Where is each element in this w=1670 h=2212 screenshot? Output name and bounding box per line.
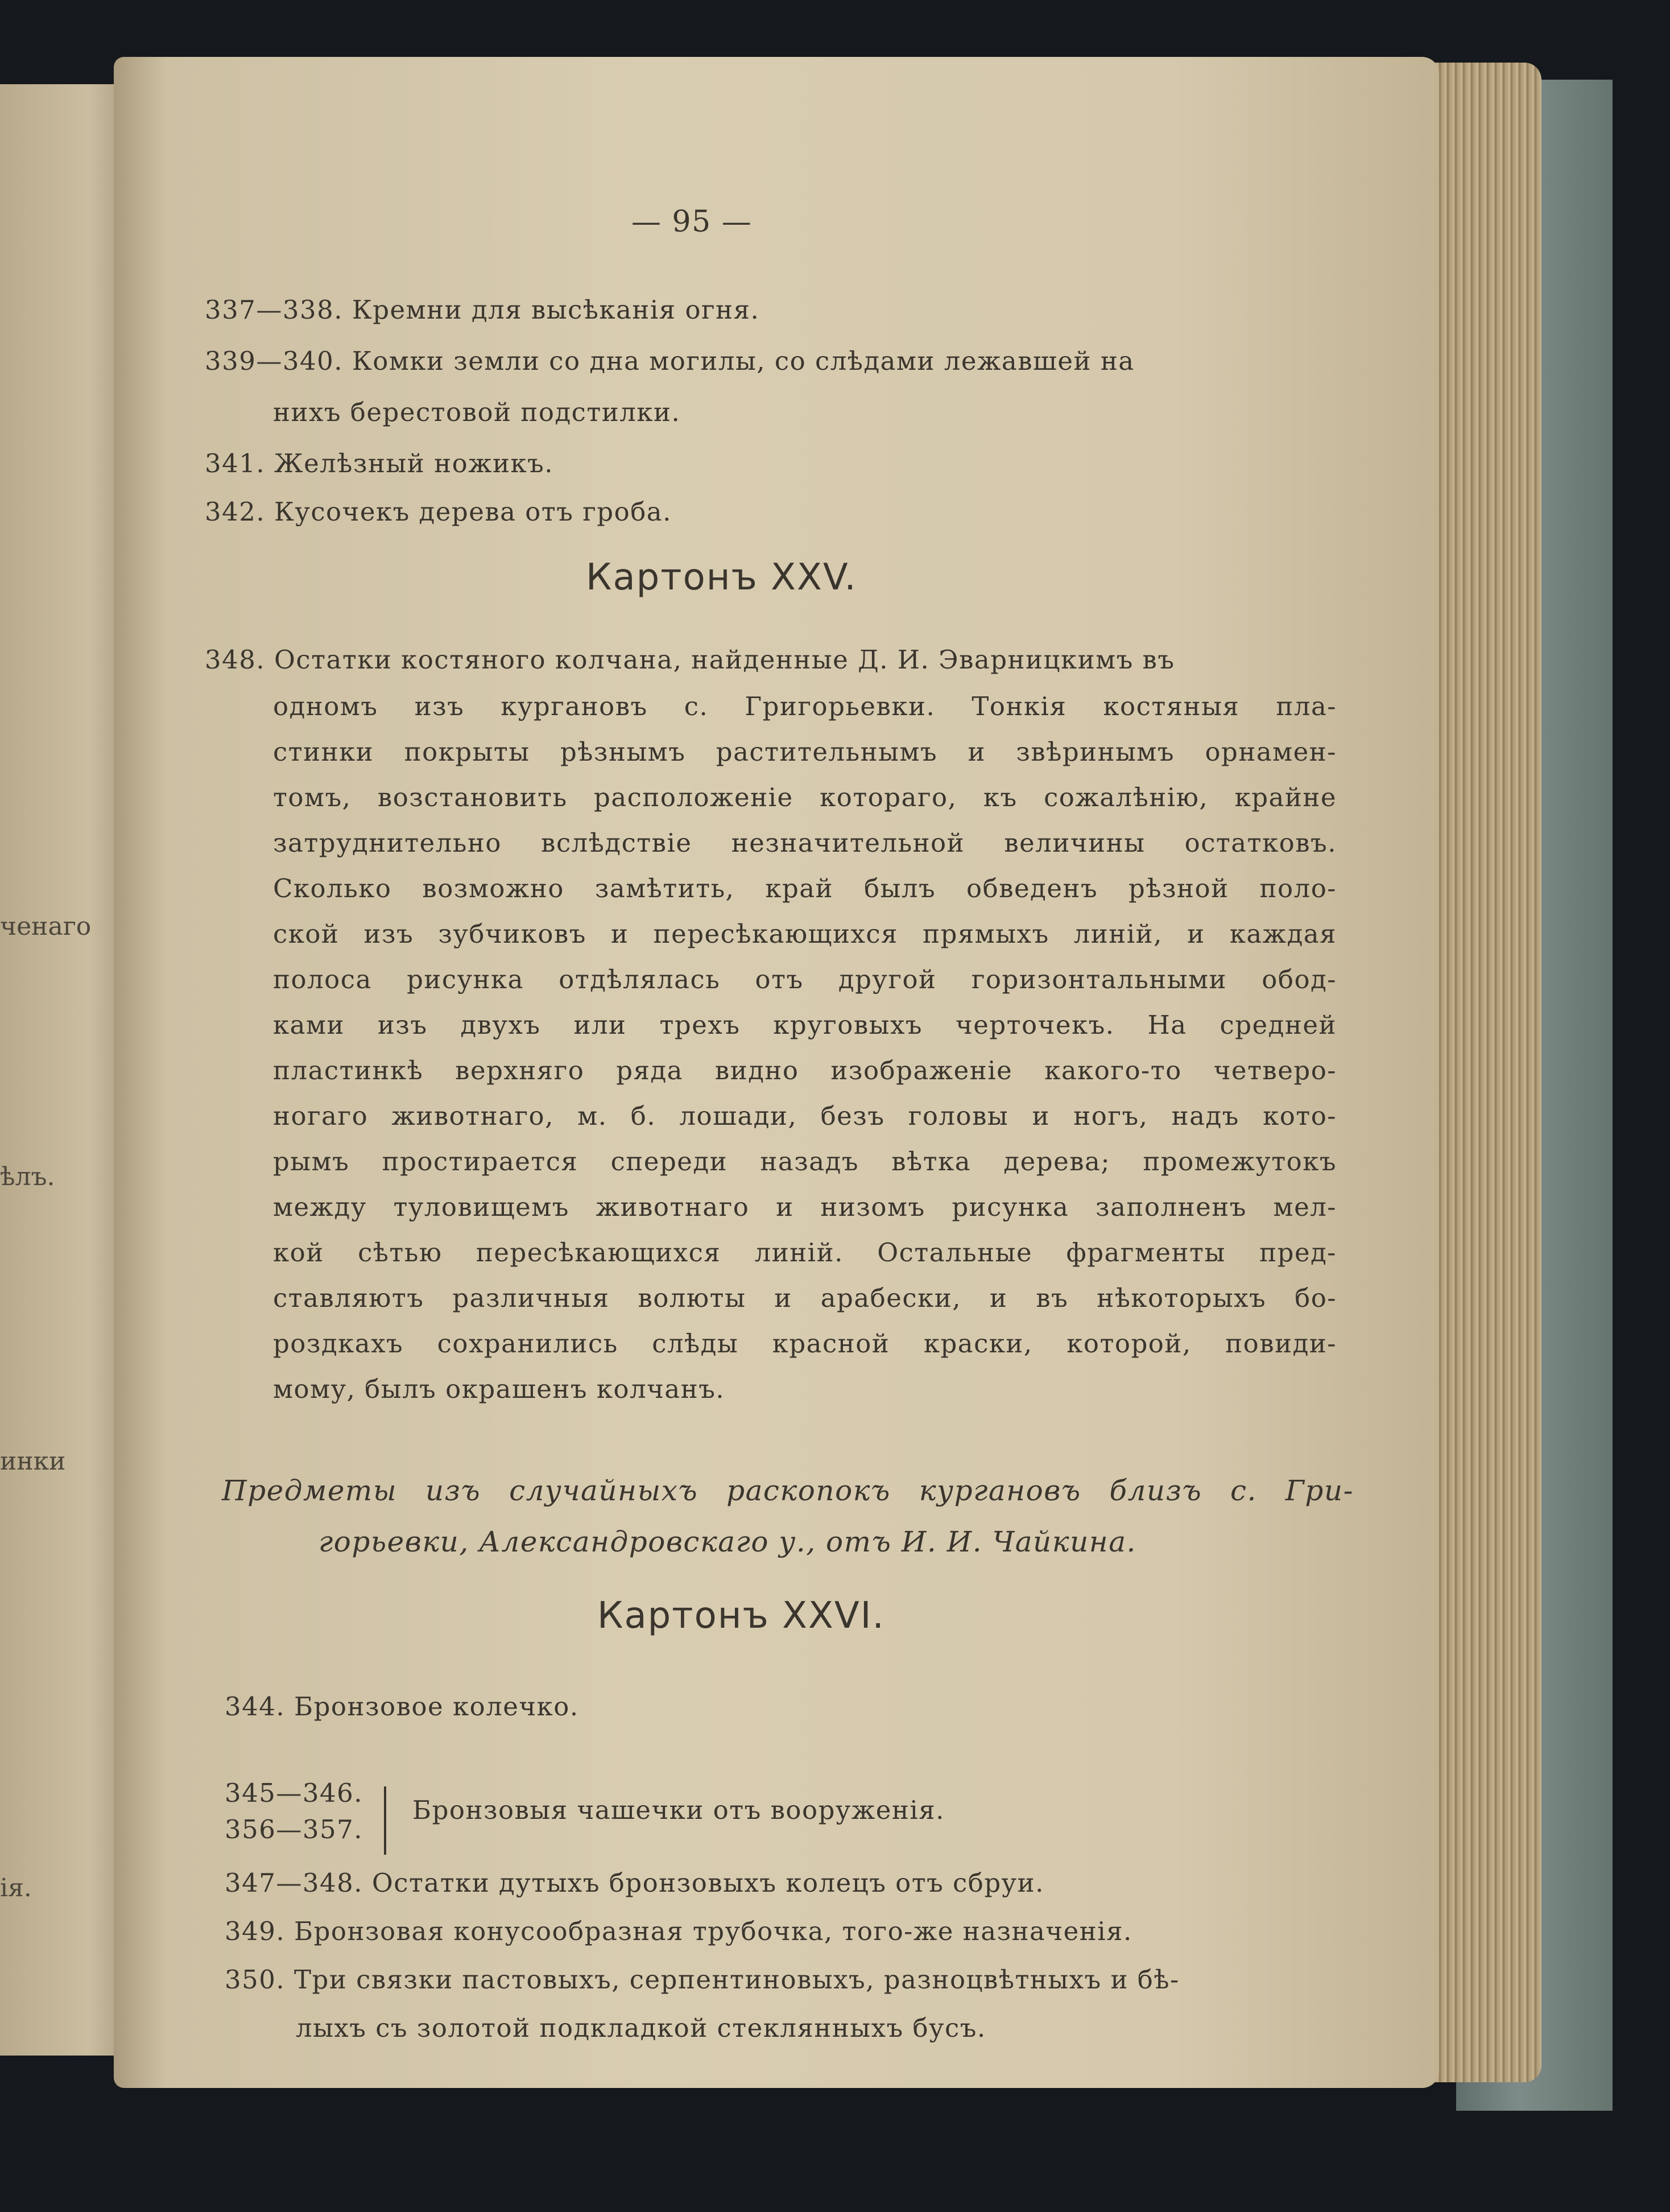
entry-number: 350. bbox=[225, 1965, 286, 1995]
entry-number: 345—346. bbox=[225, 1778, 363, 1808]
entry-337 bbox=[205, 287, 1354, 333]
section-heading-xxv: Картонъ XXV. bbox=[586, 556, 857, 599]
entry-350 bbox=[225, 1957, 1368, 2003]
entry-341 bbox=[205, 441, 1354, 486]
entry-line: ногаго животнаго, м. б. лошади, безъ головы и ногъ, надъ кото- bbox=[273, 1101, 1337, 1131]
entry-342 bbox=[205, 489, 1354, 535]
right-page bbox=[114, 57, 1439, 2088]
page-number: — 95 — bbox=[631, 205, 753, 239]
entry-text: Три связки пастовыхъ, серпентиновыхъ, разноцвѣтныхъ и бѣ- bbox=[294, 1965, 1180, 1995]
entry-line: ставляютъ различныя волюты и арабески, и въ нѣкоторыхъ бо- bbox=[273, 1283, 1337, 1313]
entry-line: между туловищемъ животнаго и низомъ рисунка заполненъ мел- bbox=[273, 1192, 1337, 1222]
left-page-fragment: ѣлъ. bbox=[0, 1162, 55, 1191]
entry-line: стинки покрыты рѣзнымъ растительнымъ и звѣринымъ орнамен- bbox=[273, 737, 1337, 767]
entry-number: 337—338. bbox=[205, 295, 344, 325]
entry-line: одномъ изъ кургановъ с. Григорьевки. Тонкія костяныя пла- bbox=[273, 691, 1337, 721]
entry-347 bbox=[225, 1860, 1044, 1906]
entry-339-continuation: нихъ берестовой подстилки. bbox=[273, 397, 681, 427]
entry-348-body bbox=[273, 684, 1337, 1412]
entry-text: Кусочекъ дерева отъ гроба. bbox=[274, 497, 672, 527]
entry-345-group bbox=[225, 1775, 1135, 1860]
entry-line: пластинкѣ верхняго ряда видно изображеніе какого-то четверо- bbox=[273, 1055, 1337, 1086]
entry-number: 349. bbox=[225, 1916, 286, 1946]
entry-344 bbox=[225, 1684, 579, 1730]
brace-bracket bbox=[384, 1786, 386, 1855]
entry-number: 347—348. bbox=[225, 1868, 363, 1898]
entry-text: Бронзовое колечко. bbox=[294, 1691, 579, 1722]
italic-caption-line-1 bbox=[222, 1468, 1354, 1513]
entry-line: полоса рисунка отдѣлялась отъ другой горизонтальными обод- bbox=[273, 964, 1337, 994]
entry-text: Бронзовыя чашечки отъ вооруженія. bbox=[412, 1795, 945, 1825]
entry-number: 339—340. bbox=[205, 346, 344, 376]
entry-number: 341. bbox=[205, 448, 266, 478]
entry-text: Желѣзный ножикъ. bbox=[274, 448, 554, 478]
entry-text: Комки земли со дна могилы, со слѣдами лежавшей на bbox=[352, 346, 1135, 376]
entry-line: ками изъ двухъ или трехъ круговыхъ черточекъ. На средней bbox=[273, 1010, 1337, 1040]
entry-line: роздкахъ сохранились слѣды красной краски, которой, повиди- bbox=[273, 1328, 1337, 1359]
entry-line: затруднительно вслѣдствіе незначительной величины остатковъ. bbox=[273, 828, 1337, 858]
left-page-fragment: инки bbox=[0, 1447, 66, 1476]
entry-line: кой сѣтью пересѣкающихся линій. Остальные фрагменты пред- bbox=[273, 1237, 1337, 1268]
section-heading-xxvi: Картонъ XXVI. bbox=[597, 1595, 885, 1637]
entry-350-continuation: лыхъ съ золотой подкладкой стеклянныхъ бусъ. bbox=[296, 2013, 986, 2043]
caption-text: Предметы изъ случайныхъ раскопокъ кургановъ близъ с. Гри- bbox=[222, 1474, 1354, 1507]
left-page-fragment: ченаго bbox=[0, 912, 91, 941]
entry-text: Кремни для высѣканія огня. bbox=[352, 295, 760, 325]
entry-339 bbox=[205, 339, 1337, 384]
entry-line: томъ, возстановить расположеніе котораго, къ сожалѣнію, крайне bbox=[273, 782, 1337, 812]
entry-348 bbox=[205, 637, 1337, 683]
entry-number: 356—357. bbox=[225, 1814, 363, 1844]
entry-text: Остатки костяного колчана, найденные Д. И. Эварницкимъ въ bbox=[274, 645, 1175, 675]
entry-349 bbox=[225, 1909, 1132, 1954]
left-page-fragment: ія. bbox=[0, 1873, 32, 1903]
entry-text: Остатки дутыхъ бронзовыхъ колецъ отъ сбруи. bbox=[371, 1868, 1044, 1898]
entry-number: 344. bbox=[225, 1691, 286, 1722]
entry-line: рымъ простирается спереди назадъ вѣтка дерева; промежутокъ bbox=[273, 1146, 1337, 1177]
italic-caption-line-2: горьевки, Александровскаго у., отъ И. И. Чайкина. bbox=[319, 1525, 1136, 1558]
entry-line: Сколько возможно замѣтить, край былъ обведенъ рѣзной поло- bbox=[273, 873, 1337, 903]
entry-line: мому, былъ окрашенъ колчанъ. bbox=[273, 1374, 725, 1404]
entry-number: 342. bbox=[205, 497, 266, 527]
entry-text: Бронзовая конусообразная трубочка, того-же назначенія. bbox=[294, 1916, 1132, 1946]
entry-line: ской изъ зубчиковъ и пересѣкающихся прямыхъ линій, и каждая bbox=[273, 919, 1337, 949]
entry-number: 348. bbox=[205, 645, 266, 675]
